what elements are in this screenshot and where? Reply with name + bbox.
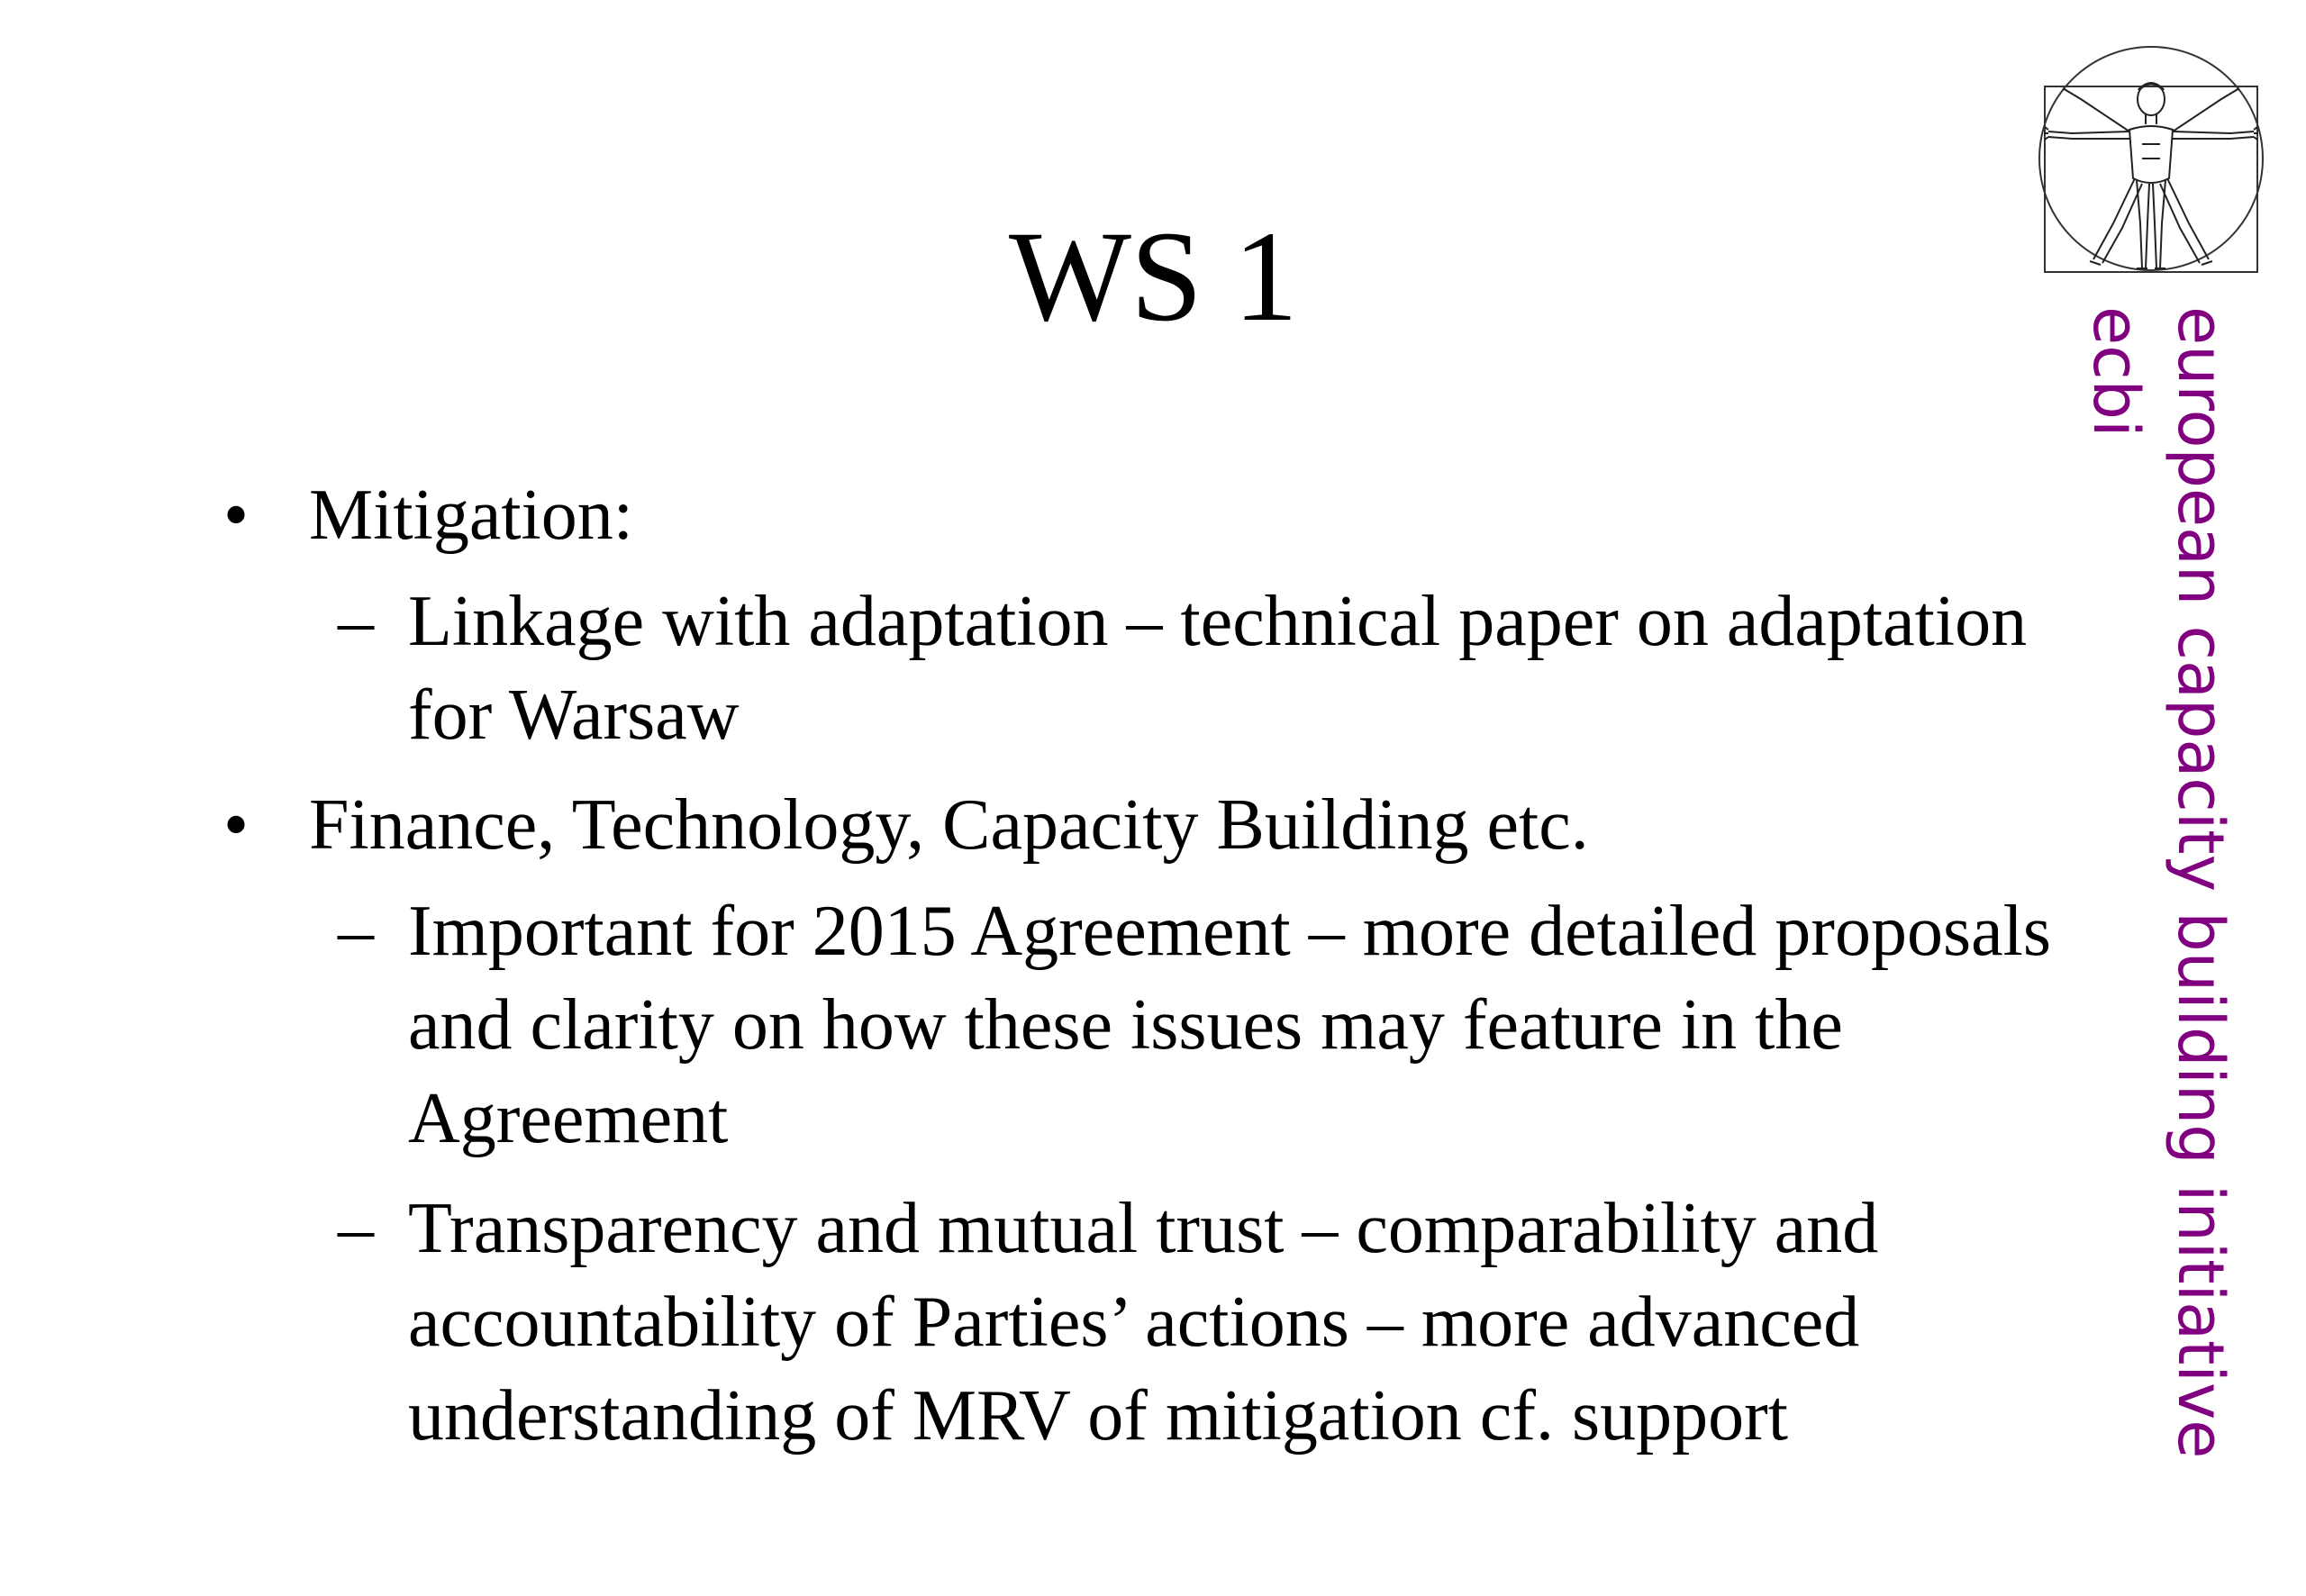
slide-title: WS 1	[1009, 205, 1297, 349]
sub-bullet-item	[223, 575, 2097, 762]
bullet-item	[223, 778, 2115, 872]
sub-bullet-item	[223, 1182, 2097, 1463]
branding-line-2: ecbi	[2079, 306, 2153, 438]
bullet-item	[223, 468, 2115, 562]
vitruvian-man-icon	[2036, 43, 2266, 274]
bullet-marker: •	[223, 785, 250, 865]
sub-bullet-text: Transparency and mutual trust – comparability and accountability of Parties’ actions – more advanced understanding of MRV of mitigation cf. support	[408, 1189, 1879, 1455]
branding-line-1: european capacity building initiative	[2164, 306, 2238, 1459]
sub-bullet-item	[223, 884, 2097, 1165]
bullet-list	[223, 468, 2115, 1479]
sub-bullet-marker: –	[338, 1189, 374, 1268]
bullet-text: Finance, Technology, Capacity Building etc.	[309, 785, 1589, 865]
sub-bullet-text: Linkage with adaptation – technical paper on adaptation for Warsaw	[408, 582, 2028, 755]
ecbi-branding-text	[2074, 306, 2243, 1458]
sub-bullet-marker: –	[338, 582, 374, 661]
ecbi-branding	[2058, 306, 2238, 1477]
sub-bullet-text: Important for 2015 Agreement – more detailed proposals and clarity on how these issues may feature in the Agreement	[408, 892, 2051, 1158]
bullet-marker: •	[223, 476, 250, 555]
sub-bullet-marker: –	[338, 892, 374, 971]
bullet-text: Mitigation:	[309, 476, 633, 555]
